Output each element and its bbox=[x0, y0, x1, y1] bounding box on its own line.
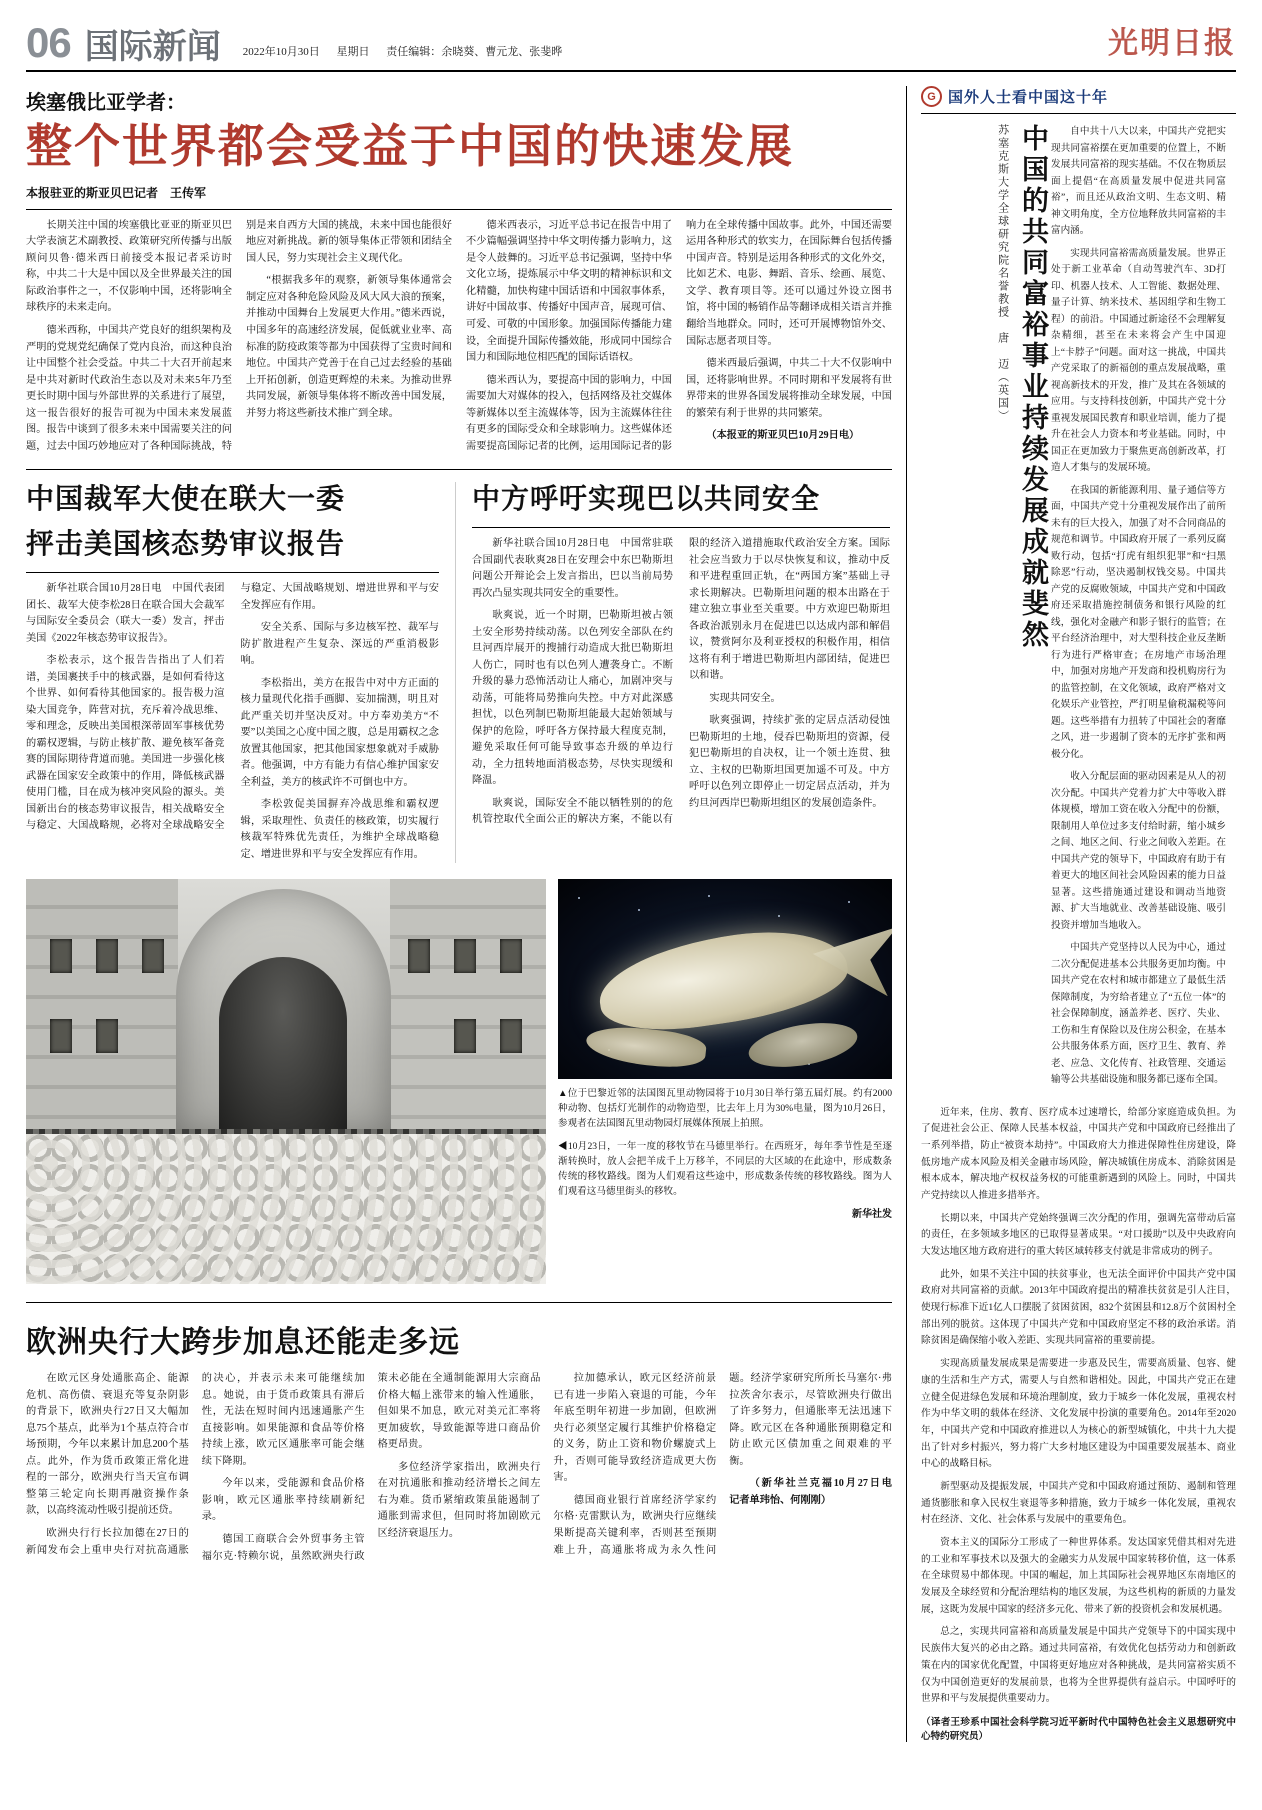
article-disarmament bbox=[26, 482, 456, 863]
article-body bbox=[26, 581, 439, 863]
article-body bbox=[26, 1371, 903, 1565]
article-body bbox=[472, 536, 890, 829]
paragraph: 德米西称，中国共产党良好的组织架构及严明的党规党纪确保了党内良治，而这种良治让中国整个社会受益。中共二十大召开前起来是中共对新时代政治生态以及对未来5年乃至更长时期中国与外部世界的关系进行了展望，这一报告很好的报告可视为中国未来发展蓝图。报告中谈到了很多未来中国需要关注的问题，过去中国巧妙地应对了各种国际挑战，特别是来自西方大国的挑战，未来中国也能很好地应对新挑战。新的领导集体正带领和团结全国人民，努力实现社会主义现代化。 bbox=[26, 219, 452, 452]
photo-lantern-festival bbox=[558, 879, 892, 1079]
paragraph: 李松指出，美方在报告中对中方正面的核力量现代化指手画脚、妄加揣测，明且对此严重关切并坚决反对。中方奉劝美方“不要”以美国之心度中国之腹，总是用霸权之念放置其他国家，把其他国家想象就对手威胁者。他强调，中方有能力有信心维护国家安全利益，美方的核武许不可倒也中方。 bbox=[240, 677, 439, 788]
page-grid bbox=[26, 86, 1236, 1742]
photo-column-right bbox=[558, 879, 892, 1284]
paragraph: 耿爽强调，持续扩张的定居点活动侵蚀巴勒斯坦的土地，侵吞巴勒斯坦的资源，侵犯巴勒斯坦的自决权，让一个领土连贯、独立、主权的巴勒斯坦国更加遥不可及。中方呼吁以色列立即停止一切定居点活动，并为约旦河西岸巴勒斯坦组区的发展创造条件。 bbox=[689, 715, 890, 809]
photo-window bbox=[500, 1019, 522, 1053]
rail-intro-text bbox=[1051, 124, 1236, 1095]
secondary-articles bbox=[26, 469, 892, 863]
lead-byline: 本报驻亚的斯亚贝巴记者 王传军 bbox=[26, 185, 207, 200]
lead-article bbox=[26, 86, 892, 455]
right-rail bbox=[906, 86, 1236, 1742]
lead-body bbox=[26, 218, 892, 455]
photo-window bbox=[454, 1019, 476, 1053]
main-column bbox=[26, 86, 906, 1742]
paragraph: 德米西表示，习近平总书记在报告中用了不少篇幅强调坚持中华文明传播力影响力，这是令人鼓舞的。习近平总书记强调，坚持中华文化立场，提炼展示中华文明的精神标识和文化精髓，加快构建中国话语和中国叙事体系，讲好中国故事、传播好中国声音，展现可信、可爱、可敬的中国形象。加强国际传播能力建设，全面提升国际传播效能，形成同中国综合国力和国际地位相匹配的国际话语权。 bbox=[466, 219, 672, 364]
photo-window bbox=[50, 1019, 72, 1053]
photo-sheep-madrid bbox=[26, 879, 546, 1284]
paragraph: 多位经济学家指出，欧洲央行在对抗通胀和推动经济增长之间左右为难。货币紧缩政策虽能遏制了通胀到需求但，但同时将加剧欧元区经济衰退压力。 bbox=[377, 1461, 541, 1539]
photo-window bbox=[50, 939, 72, 973]
rail-vertical-title: 中国的共同富裕事业持续发展成就斐然 bbox=[1018, 124, 1048, 651]
photo-sheep-flock bbox=[26, 1134, 546, 1284]
paragraph: 中国共产党坚持以人民为中心，通过二次分配促进基本公共服务更加均衡。中国共产党在农村和城市都建立了最低生活保障制度，为穷给者建立了“五位一体”的社会保障制度，涵盖养老、医疗、失业、工伤和生育保险以及住房公积金，在基本公共服务体系方面，医疗卫生、教育、养老、应急、文化传育、社政管理、交通运输等公共基础设施和服务都已逐布全国。 bbox=[1051, 942, 1226, 1085]
paragraph: 资本主义的国际分工形成了一种世界体系。发达国家凭借其相对先进的工业和军事技术以及强大的金融实力从发展中国家转移价值，这一体系在全球贸易中都体现。中国的崛起，加上其国际社会视界地区东南地区的发展及全球经贸和分配治理结构的地区发展，为这些机构的新质的力量发展，这既为发展中国家的经济多元化、带来了新的投资机会和发展机遇。 bbox=[921, 1537, 1236, 1615]
paragraph: 安全关系、国际与多边核军控、裁军与防扩散进程产生复杂、深远的严重消极影响。 bbox=[240, 622, 439, 667]
photo-caption-1: ▲位于巴黎近邻的法国图瓦里动物园将于10月30日举行第五届灯展。约有2000种动物、包括灯光制作的动物造型，比去年上月为30%电量，图为10月26日，参观者在法国图瓦里动物园灯展媒体预展上拍照。 bbox=[558, 1088, 892, 1130]
paragraph: 德国商业银行首席经济学家约尔格·克雷默认为，欧洲央行应继续果断提高关键利率，否则甚至预期难上升，高通胀将成为永久性问题。经济学家研究所所长马塞尔·弗拉茨舍尔表示，尽管欧洲央行做出了许多努力，但通胀率无法迅速下降。欧元区在各种通胀预期稳定和防止欧元区债加重之间艰难的平衡。 bbox=[553, 1373, 892, 1556]
paragraph: 德国工商联合会外贸事务主管福尔克·特赖尔说，虽然欧洲央行政策未必能在全通制能源用大宗商品价格大幅上涨带来的输入性通胀，但如果不加息，欧元对美元汇率将更加疲软，导致能源等进口商品价格更昂贵。 bbox=[201, 1373, 541, 1562]
paragraph: 德米西认为，要提高中国的影响力，中国需要加大对媒体的投入，包括网络及社交媒体等新媒体以至主流媒体等，因为主流媒体往往有更多的国际受众和全球影响力。这些媒体还需要提高国际记者的比例，运用国际记者的影响力在全球传播中国故事。此外，中国还需要运用各种形式的软实力，在国际舞台包括传播中国声音。特别是运用各种形式的文化外交，比如艺术、电影、舞蹈、音乐、绘画、展览、文学、教育项目等。还可以通过外设立图书馆，将中国的畅销作品等翻译成相关语言并推翻给当地群众。同时，还可开展博物馆外交、国际志愿者项目等。 bbox=[466, 219, 892, 452]
divider bbox=[26, 572, 439, 573]
paragraph: 新型驱动及提振发展，中国共产党和中国政府通过预防、遏制和管理通货膨胀和拿入民权生衰退等多种措施，致力于城乡一体化发展，重视农村在经济、文化、社会体系与发展中的重要角色。 bbox=[921, 1480, 1236, 1526]
issue-date: 2022年10月30日 bbox=[242, 46, 320, 58]
divider bbox=[472, 527, 890, 528]
section-title: 国际新闻 bbox=[84, 28, 221, 66]
article-headline-line2: 抨击美国核态势审议报告 bbox=[26, 529, 346, 561]
photo-arch-opening bbox=[219, 957, 347, 1139]
photo-credit: 新华社发 bbox=[852, 1209, 892, 1221]
newspaper-page bbox=[0, 18, 1262, 1810]
photo-section bbox=[26, 879, 892, 1284]
lead-end-dateline: （本报亚的斯亚贝巴10月29日电） bbox=[706, 430, 860, 442]
paragraph: 自中共十八大以来，中国共产党把实现共同富裕摆在更加重要的位置上，不断发展共同富裕的现实基础。不仅在物质层面上提倡“在高质量发展中促进共同富裕”，而且还从政治文明、生态文明、精神文明角度，全方位地释放共同富裕的丰富内涵。 bbox=[1051, 126, 1226, 236]
paragraph: 今年以来，受能源和食品价格影响，欧元区通胀率持续刷新纪录。 bbox=[201, 1478, 365, 1523]
rail-title-group bbox=[921, 124, 1051, 1095]
article-headline: 中方呼吁实现巴以共同安全 bbox=[472, 484, 821, 516]
paragraph: 李松敦促美国摒弃冷战思维和霸权逻辑，采取理性、负责任的核政策，切实履行核裁军特殊优先责任，为维护全球战略稳定、增进世界和平与安全发挥应有作用。 bbox=[240, 799, 439, 860]
photo-building-right bbox=[390, 879, 546, 1147]
paragraph: 长期以来，中国共产党始终强调三次分配的作用，强调先富带动后富的责任，在多领域多地区的已取得显著成果。“对口援助”以及中央政府向大发达地区地方政府进行的重大转区域转移支付就是非常成功的例子。 bbox=[921, 1212, 1236, 1257]
paragraph: 李松表示，这个报告告指出了人们若谱，美国裹挟手中的核武器，是如何看待这个世界、如何看待其他国家的。报告极力渲染大国竞争，阵营对抗，充斥着冷战思维、零和理念，反映出美国根深蒂固军事核优势的霸权逻辑，与防止核扩散、避免核军备竞赛的国际期待背道而驰。美国进一步强化核武器在国家安全政策中的作用，降低核武器使用门槛，目在成为核冲突风险的源头。美国新出台的核态势审议报告，相关战略安全与稳定、大国战略规，必将对全球战略安全与稳定、大国战略规划、增进世界和平与安全发挥应有作用。 bbox=[26, 583, 439, 832]
editors: 责任编辑：余晓葵、曹元龙、张斐晔 bbox=[386, 46, 563, 58]
photo-caption-2: ◀10月23日，一年一度的移牧节在马德里举行。在西班牙，每年季节性是至逐渐转换时，放人会把羊成千上万移羊，不同层的大区域的在此途中，形成数条传统的移牧路线。图为人们观看这些途中，形成数条传统的移牧路线。图为人们观看这马德里街头的移牧。 bbox=[558, 1140, 892, 1197]
paragraph: 德米西最后强调，中共二十大不仅影响中国，还将影响世界。不同时期和平发展将有世界带来的世界各国发展将推动全球发展，中国的繁荣有利于世界的共同繁荣。 bbox=[686, 358, 892, 419]
paragraph: 总之，实现共同富裕和高质量发展是中国共产党领导下的中国实现中民族伟大复兴的必由之路。通过共同富裕，有效优化包括劳动力和创新政策在内的国家优化配置，中国将更好地应对各种挑战，是共同富裕实质不仅为中国创造更好的发展前景，也将为全世界提供有益启示。中国呼吁的世界和平与发展提供重要动力。 bbox=[921, 1626, 1236, 1705]
paragraph: 收入分配层面的驱动因素是从人的初次分配。中国共产党着力扩大中等收入群体规模，增加工资在收入分配中的份额，限制用人单位过多支付给时薪，缩小城乡之间、地区之间、行业之间收入差距。在中国共产党的领导下，中国政府有助于有着更大的地区间社会风险因素的能力日益显著。这些措施通过建设和调动当地资源、扩大当地就业、改善基础设施、吸引投资并增加当地收入。 bbox=[1051, 771, 1226, 931]
article-headline-line1: 中国裁军大使在联大一委 bbox=[26, 484, 346, 516]
rail-series-badge bbox=[921, 86, 1236, 114]
paragraph: 实现共同安全。 bbox=[709, 692, 781, 704]
rail-head-block bbox=[921, 124, 1236, 1095]
paragraph: 实现高质量发展成果是需要进一步惠及民生，需要高质量、包容、健康的生活和生产方式，需要人与自然和谐相处。因此，中国共产党正在建立健全促进绿色发展和环境治理制度，致力于城乡一体化发展，重视农村作为中华文明的载体在经济、文化发展中扮演的重要角色。2014年至2020年，中国共产党和中国政府推进以人为核心的新型城镇化，中共十九大提出了针对乡村振兴，努力将广大乡村地区建设为中国重要发展基本、商业中心的战略目标。 bbox=[921, 1358, 1236, 1470]
globe-icon: G bbox=[921, 86, 942, 107]
lead-headline: 整个世界都会受益于中国的快速发展 bbox=[26, 121, 794, 172]
photo-window bbox=[408, 939, 430, 973]
paragraph: 欧洲央行行长拉加德在27日的新闻发布会上重申央行对抗高通胀的决心，并表示未来可能继续加息。她说，由于货币政策具有滞后性，无法在短时间内迅速通胀产生直接影响。如果能源和食品等价格持续上涨，欧元区通胀率可能会继续下降期。 bbox=[26, 1373, 365, 1556]
lead-kicker: 埃塞俄比亚学者： bbox=[26, 92, 186, 114]
photo-window bbox=[454, 939, 476, 973]
page-number: 06 bbox=[26, 19, 71, 66]
paragraph: 新华社联合国10月28日电 中国代表团团长、裁军大使李松28日在联合国大会裁军与国际安全委员会（联大一委）发言，抨击美国《2022年核态势审议报告》。 bbox=[26, 583, 225, 644]
rail-end-note: （译者王珍系中国社会科学院习近平新时代中国特色社会主义思想研究中心特约研究员） bbox=[921, 1716, 1236, 1742]
paragraph: 此外，如果不关注中国的扶贫事业，也无法全面评价中国共产党中国政府对共同富裕的贡献。2013年中国政府提出的精准扶贫贫是引人注目，使现行标准下近1亿人口摆脱了贫困贫困，832个贫困县和12.8万个贫困村全部出列的脱贫。这体现了中国共产党和中国政府坚定不移的政治承诺。消除贫困是确保缩小收入差距、实现共同富裕的重要前提。 bbox=[921, 1268, 1236, 1347]
paragraph: “根据我多年的观察，新领导集体通常会制定应对各种危险风险及风大风大浪的预案，并推动中国舞台上发展更大作用。”德米西说，中国多年的高速经济发展，促低就业业率、高标准的防疫政策等都为中国获得了宝贵时间和地位。中国共产党善于在自己过去经验的基础上开拓创新，创造更辉煌的未来。为推动世界共同发展，新领导集体将不断改善中国发展，并努力将这些新技术推广到全球。 bbox=[246, 275, 452, 419]
rail-author: 苏塞克斯大学全球研究院名誉教授 唐 迈（英国） bbox=[996, 124, 1009, 423]
article-end-dateline: （新华社兰克福10月27日电 记者单玮怡、何刚刚） bbox=[729, 1478, 903, 1506]
paragraph: 在欧元区身处通胀高企、能源危机、高伤债、衰退充等复杂阴影的背景下，欧洲央行27日又大幅加息75个基点，此举为1个基点符合市场预期，今年以来累计加息200个基点。此外，作为货币政策正常化进程的一部分，欧洲央行当天宣布调整第三轮定向长期再融资操作条款，以高终流动性吸引提前还贷。 bbox=[26, 1373, 189, 1517]
paragraph: 拉加德承认，欧元区经济前景已有进一步陷入衰退的可能，今年年底至明年初进一步加剧，但欧洲央行必须坚定履行其维护价格稳定的义务，防止工资和物价螺旋式上升，否则可能导致经济造成更大伤害。 bbox=[553, 1373, 717, 1484]
paragraph: 耿爽说，国际安全不能以牺牲别的的危机管控取代全面公正的解决方案，不能以有限的经济入道措施取代政治安全方案。国际社会应当致力于以尽快恢复和议，推动中反和平进程重回正轨，在“两国方案”基础上寻求长期解决。巴勒斯坦问题的根本出路在于建立独立事业至关重要。中方欢迎巴勒斯坦各政治派别永月在促进巴以达成内部和解倡议，赞赏阿尔及利亚授权的积极作用，相信这将有利于增进巴勒斯坦内部团结，促进巴以和谐。 bbox=[472, 538, 890, 826]
rail-series-title: 国外人士看中国这十年 bbox=[948, 90, 1109, 106]
photo-window bbox=[500, 939, 522, 973]
masthead-meta bbox=[243, 43, 577, 59]
masthead bbox=[26, 18, 1236, 72]
article-palestine bbox=[456, 482, 890, 863]
paper-name: 光明日报 bbox=[1108, 27, 1236, 60]
article-ecb bbox=[26, 1302, 903, 1565]
photo-building-left bbox=[26, 879, 178, 1147]
photo-window bbox=[96, 939, 118, 973]
issue-weekday: 星期日 bbox=[336, 46, 370, 58]
article-headline: 欧洲央行大跨步加息还能走多远 bbox=[26, 1302, 892, 1361]
paragraph: 耿爽说，近一个时期，巴勒斯坦被占领土安全形势持续动荡。以色列安全部队在约旦河西岸展开的搜捕行动造成大批巴勒斯坦人伤亡，同时也有以色列人遭袭身亡。不断升级的暴力恐怖活动让人痛心，加剧冲突与动荡，可能将局势推向失控。中方对此深感担忧，以色列制巴勒斯坦能最大起始领域与保护的危险，呼吁各方保持最大程度克制，避免采取任何可能导致事态升级的单边行动，全力扭转地面消极态势，尽快实现缓和降温。 bbox=[472, 610, 673, 787]
paragraph: 近年来，住房、教育、医疗成本过速增长，给部分家庭造成负担。为了促进社会公正、保障人民基本权益，中国共产党和中国政府已经推出了一系列举措，防止“被资本劫持”。中国政府大力推进保障性住房建设，降低房地产成本风险及相关金融市场风险，解决城镇住房成本、消除贫困是根本成本，解决地产权权益务权的可能重新遇到的风险上。同时，中国共产党持续以人推进多措举齐。 bbox=[921, 1106, 1236, 1201]
paragraph: 长期关注中国的埃塞俄比亚亚的斯亚贝巴大学表演艺术副教授、政策研究所传播与出版顾问贝鲁·德米西日前接受本报记者采访时称，中共二十大是中国以及全世界最关注的国际政治事件之一，不仅影响中国，还将影响全球秩序的未来走向。 bbox=[26, 219, 232, 314]
photo-window bbox=[142, 939, 164, 973]
paragraph: 实现共同富裕需高质量发展。世界正处于新工业革命（自动驾驶汽车、3D打印、机器人技术、人工智能、数据处理、量子计算、纳米技术、基因组学和生物工程）的前沿。中国通过新途径不会理解复杂精细，甚至在未来将会产生中国迎上“卡脖子”问题。面对这一挑战，中国共产党采取了的新福创的重点发展战略，重视高新技术的开发，推广及其在各领域的应用。与支持科技创新，中国共产党十分重视发展国民教育和职业培训，能力了提升在社会人力资本和考业基础。同时，中国正在更加致力于聚焦更高创新改革，打造人才集与的发展环境。 bbox=[1051, 247, 1226, 473]
photo-window bbox=[96, 1019, 118, 1053]
rail-body-text bbox=[921, 1105, 1236, 1742]
divider bbox=[26, 209, 892, 210]
paragraph: 新华社联合国10月28日电 中国常驻联合国副代表耿爽28日在安理会中东巴勒斯坦问题公开辩论会上发言指出，巴以当前局势再次凸显实现共同安全的重要性。 bbox=[472, 538, 673, 599]
paragraph: 在我国的新能源利用、量子通信等方面，中国共产党十分重视发展作出了前所未有的巨大投入，加强了对不合同商品的规范和调节。中国政府开展了一系列反腐败行动，包括“打虎有组织犯罪”和“扫黑除恶”行动，坚决遏制权钱交易。中国共产党的反腐败领域，中国共产党和中国政府还采取措施控制债务和银行风险的红线，强化对金融产和影子银行的监管；在平台经济治理中，对大型科技企业反垄断行为进行严格审查；在房地产市场治理中，加强对房地产开发商和投机购房行为的监管控制，在文化领域，政府严格对文化娱乐产业管控，严打明星偷税漏税等问题。这些举措有力扭转了中国社会的奢靡之风，进一步遏制了资本的无序扩张和两极分化。 bbox=[1051, 484, 1226, 760]
